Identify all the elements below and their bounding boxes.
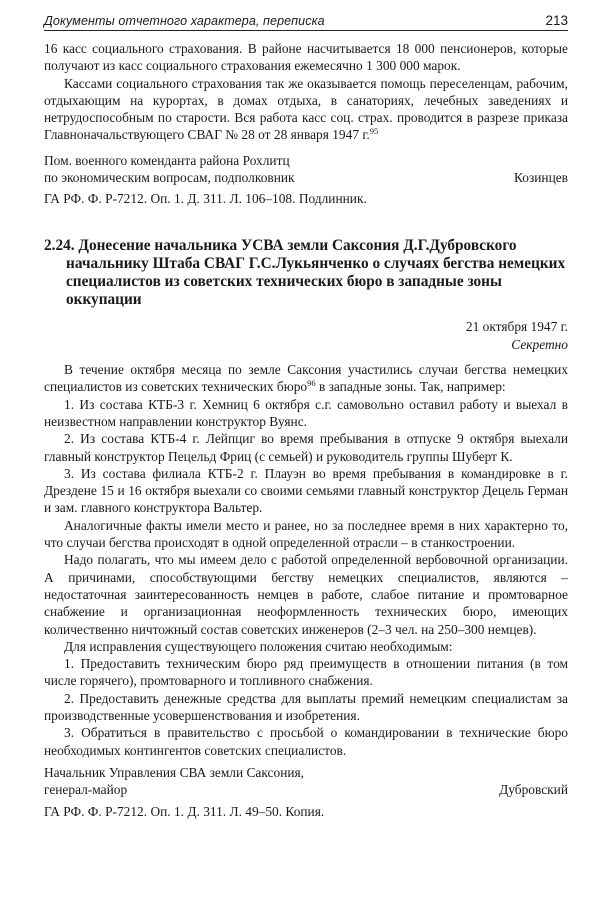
similar-facts-paragraph: Аналогичные факты имели место и ранее, но за последнее время в них характерно то, что случаи бегства происходят в одной определенной отрасли – в станкостроении.	[44, 517, 568, 551]
footnote-ref-95: 95	[369, 126, 379, 137]
archive-reference: ГА РФ. Ф. Р-7212. Оп. 1. Д. 311. Л. 49–50. Копия.	[44, 803, 325, 819]
list-item-2: 2. Из состава КТБ-4 г. Лейпциг во время пребывания в отпуске 9 октября выехали главный конструктор Пецельд Фриц (с семьей) и руководитель группы Шуберт К.	[44, 431, 568, 464]
reasons-paragraph: Надо полагать, что мы имеем дело с работой определенной вербовочной организации. А причинами, способствующими бегству немецких специалистов, являются – недостаточная заинтересованность немцев в работе, слабое питание и промтоварное снабжение и организационная неоформленность технических бюро, имеющих количественно ничтожный состав советских инженеров (2–3 чел. на 250–300 немцев).	[44, 552, 568, 637]
prev-signature-title-line-2: по экономическим вопросам, подполковник	[44, 170, 295, 186]
classification-mark: Секретно	[511, 336, 568, 352]
prev-archive-reference: ГА РФ. Ф. Р-7212. Оп. 1. Д. 311. Л. 106–108. Подлинник.	[44, 191, 367, 207]
document-heading: 2.24. Донесение начальника УСВА земли Саксония Д.Г.Дубровского начальнику Штаба СВАГ Г.С.Лукьянченко о случаях бегства немецких специалистов из советских технических бюро в западные зоны оккупации	[44, 236, 566, 309]
list-item-1: 1. Из состава КТБ-3 г. Хемниц 6 октября с.г. самовольно оставил работу и выехал в неизвестном направлении конструктор Вуянс.	[44, 396, 568, 429]
page-number: 213	[545, 13, 568, 28]
measure-item-2: 2. Предоставить денежные средства для выплаты премий немецким специалистам за производственные усовершенствования и изобретения.	[44, 690, 568, 724]
list-item-3: 3. Из состава филиала КТБ-2 г. Плауэн во время пребывания в командировке в г. Дрездене 15 и 16 октября выехали со своими семьями главный конструктор Децель Герман и зам. главного конструктора Вальтер.	[44, 465, 568, 516]
document-body	[44, 361, 568, 759]
running-header	[44, 10, 568, 31]
document-page	[44, 10, 568, 820]
date-block	[44, 318, 568, 353]
running-title: Документы отчетного характера, переписка	[44, 14, 325, 28]
signature-title-line-1: Начальник Управления СВА земли Саксония,	[44, 764, 305, 780]
measure-item-3: 3. Обратиться в правительство с просьбой о командировании в технические бюро необходимых контингентов советских специалистов.	[44, 725, 568, 758]
signature-name: Дубровский	[499, 782, 568, 798]
prev-doc-paragraph-2	[44, 75, 568, 144]
footnote-ref-96: 96	[307, 378, 316, 389]
intro-text-before: В течение октября месяца по земле Саксония участились случаи бегства немецких специалистов из советских технических бюро	[44, 362, 568, 395]
intro-text-after: в западные зоны. Так, например:	[315, 379, 506, 395]
prev-signature-title-line-1: Пом. военного коменданта района Рохлитц	[44, 152, 290, 168]
signature-title-line-2: генерал-майор	[44, 782, 128, 798]
prev-signature-name: Козинцев	[513, 170, 568, 186]
prev-doc-signature	[44, 152, 568, 187]
intro-paragraph	[44, 361, 568, 396]
measures-intro: Для исправления существующего положения считаю необходимым:	[64, 638, 453, 654]
prev-doc-paragraph-2-text: Кассами социального страхования так же оказывается помощь переселенцам, рабочим, отдыхающим на курортах, в домах отдыха, в санаториях, лечебных заведениях и нетрудоспособным по старости. Вся работа касс соц. страх. проводится в разрезе приказа Главноначальствующего СВАГ № 28 от 28 января 1947 г.	[44, 75, 568, 143]
prev-doc-paragraph-1: 16 касс социального страхования. В районе насчитывается 18 000 пенсионеров, которые получают из касс социального страхования ежемесячно 1 300 000 марок.	[44, 41, 568, 74]
document-date: 21 октября 1947 г.	[465, 319, 568, 335]
measure-item-1: 1. Предоставить техническим бюро ряд преимуществ в отношении питания (в том числе горячего), промтоварного и топливного снабжения.	[44, 656, 568, 689]
document-signature	[44, 764, 568, 799]
